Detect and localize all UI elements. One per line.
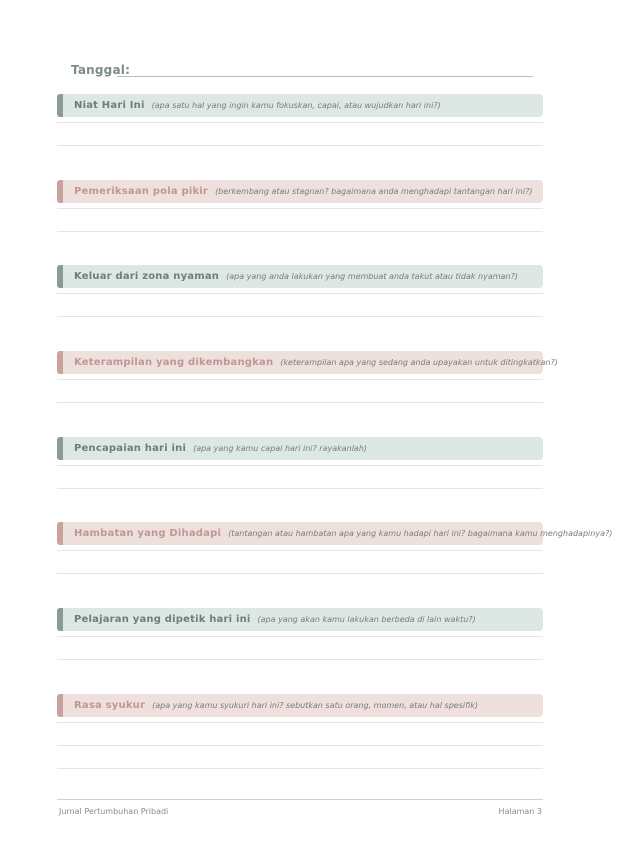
section-title: Rasa syukur [74, 700, 146, 711]
date-label: Tanggal: [71, 63, 131, 77]
section-hint: (berkembang atau stagnan? bagaimana anda menghadapi tantangan hari ini?) [215, 187, 533, 196]
section-header [57, 180, 543, 203]
footer-journal-title: Jurnal Pertumbuhan Pribadi [59, 807, 169, 816]
footer-page-number: Halaman 3 [498, 807, 542, 816]
section-accent [57, 265, 63, 288]
section-lessons [57, 608, 543, 631]
section-header [57, 94, 543, 117]
section-title: Pemeriksaan pola pikir [74, 186, 209, 197]
section-title: Hambatan yang Dihadapi [74, 528, 222, 539]
section-title: Pelajaran yang dipetik hari ini [74, 614, 251, 625]
section-accent [57, 351, 63, 374]
date-field [71, 63, 533, 79]
section-accent [57, 694, 63, 717]
writing-line[interactable] [57, 722, 543, 723]
writing-line[interactable] [57, 659, 543, 660]
section-hint: (apa yang akan kamu lakukan berbeda di lain waktu?) [257, 615, 476, 624]
section-hint: (apa yang kamu capai hari ini? rayakanlah) [193, 444, 368, 453]
writing-line[interactable] [57, 465, 543, 466]
section-header [57, 694, 543, 717]
section-hint: (apa satu hal yang ingin kamu fokuskan, capai, atau wujudkan hari ini?) [151, 101, 441, 110]
section-obstacles [57, 522, 613, 545]
section-skills [57, 351, 558, 374]
section-hint: (keterampilan apa yang sedang anda upayakan untuk ditingkatkan?) [280, 358, 558, 367]
writing-line[interactable] [57, 208, 543, 209]
section-header [57, 351, 558, 374]
section-title: Keluar dari zona nyaman [74, 271, 220, 282]
section-header [57, 522, 613, 545]
writing-line[interactable] [57, 550, 543, 551]
section-accent [57, 437, 63, 460]
section-intention [57, 94, 543, 117]
writing-line[interactable] [57, 745, 543, 746]
writing-line[interactable] [57, 402, 543, 403]
section-header [57, 608, 543, 631]
section-title: Niat Hari Ini [74, 100, 145, 111]
writing-line[interactable] [57, 768, 543, 769]
section-accent [57, 94, 63, 117]
writing-line[interactable] [57, 488, 543, 489]
writing-line[interactable] [57, 316, 543, 317]
writing-line[interactable] [57, 573, 543, 574]
section-accent [57, 522, 63, 545]
section-hint: (apa yang anda lakukan yang membuat anda takut atau tidak nyaman?) [226, 272, 518, 281]
section-header [57, 437, 543, 460]
writing-line[interactable] [57, 293, 543, 294]
writing-line[interactable] [57, 379, 543, 380]
writing-line[interactable] [57, 231, 543, 232]
section-hint: (apa yang kamu syukuri hari ini? sebutkan satu orang, momen, atau hal spesifik) [152, 701, 478, 710]
writing-line[interactable] [57, 636, 543, 637]
writing-line[interactable] [57, 145, 543, 146]
section-header [57, 265, 543, 288]
section-title: Pencapaian hari ini [74, 443, 187, 454]
section-gratitude [57, 694, 543, 717]
section-achievements [57, 437, 543, 460]
section-accent [57, 608, 63, 631]
footer-divider [57, 799, 543, 800]
section-hint: (tantangan atau hambatan apa yang kamu hadapi hari ini? bagaimana kamu menghadapinya?) [228, 529, 613, 538]
section-comfort-zone [57, 265, 543, 288]
writing-line[interactable] [57, 122, 543, 123]
section-accent [57, 180, 63, 203]
section-mindset-check [57, 180, 543, 203]
section-title: Keterampilan yang dikembangkan [74, 357, 274, 368]
date-line[interactable] [117, 76, 533, 77]
